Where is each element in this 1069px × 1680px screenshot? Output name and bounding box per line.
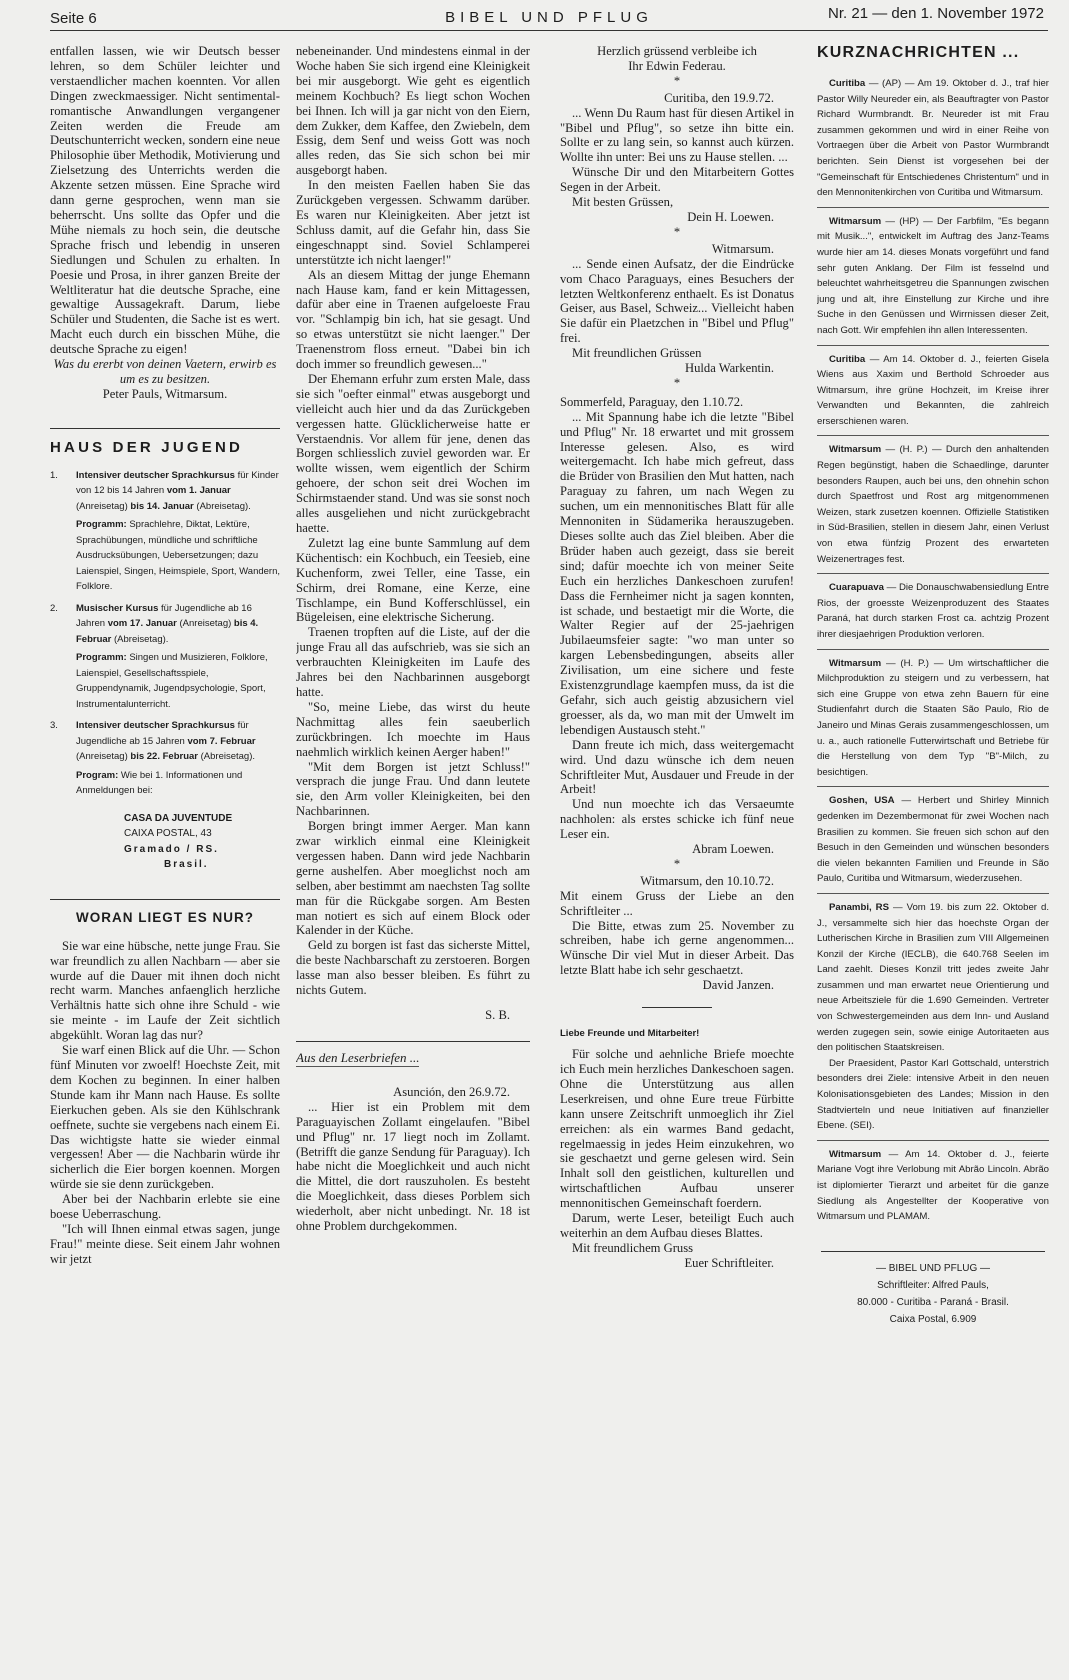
divider xyxy=(296,1041,530,1042)
divider xyxy=(50,899,280,900)
paragraph: "So, meine Liebe, das wirst du heute Nachmittag alles fein saeuberlich zurückbringen. Ich moechte im Haus naehmlich wirklich keinen Aerger haben!" xyxy=(296,699,530,759)
news-item: Witmarsum — (HP) — Der Farbfilm, "Es begann mit Musik...", entwickelt im Auftrag des Janz-Teams wurde hier am 14. dieses Monats vorgeführt und fand sehr guten Anklang. Der Film ist fesselnd und beleuchtet wahrheitsgetreu die Spannungen zwischen jung und alt, ihre Einstellung zur Kirche und ihre Suche in den Genüssen und Wirrnissen dieser Zeit, nach Gott. Wir empfehlen ihn allen Interessenten. xyxy=(817,215,1049,336)
separator-star: * xyxy=(673,224,681,239)
quote: Was du ererbt von deinen Vaetern, erwirb es um es zu besitzen. xyxy=(53,357,277,386)
divider xyxy=(817,573,1049,574)
contact-address: CASA DA JUVENTUDE CAIXA POSTAL, 43 Gramado / RS. Brasil. xyxy=(124,812,233,871)
news-item: Curitiba — Am 14. Oktober d. J., feierten Gisela Wiens aus Xaxim und Berthold Schroeder aus Witmarsum, ihre grüne Hochzeit, im Kreise ihrer Verwandten und Bekannten, die zahlreich erserschienen waren. xyxy=(817,353,1049,427)
letter-closing: Mit freundlichem Gruss xyxy=(572,1240,694,1255)
news-item: Witmarsum — (H. P.) — Um wirtschaftlicher die Milchproduktion zu steigern und zu verbessern, hat sich eine Gruppe von etwa zehn Bauern für eine Studienfahrt durch die Staaten São Paulo, Rio de Janeiro und Minas Gerais zusammengeschlossen, um u. a., auch rationelle Futterwirtschaft und Betriebe für die Herstellung von dem Typ "B"-Milch, zu besichtigen. xyxy=(817,657,1049,778)
kurznachrichten-title: KURZNACHRICHTEN ... xyxy=(817,44,1020,61)
column-1 xyxy=(50,44,280,1674)
paragraph: In den meisten Faellen haben Sie das Zurückgeben vergessen. Schwamm darüber. Es waren nur Kleinigkeiten. Aber jetzt ist Schluss damit, auf die Gefahr hin, dass Sie eingeschnappt sind. Soviel Schlamperei unterstützte ich nicht laenger!" xyxy=(296,178,530,267)
paragraph: Aber bei der Nachbarin erlebte sie eine boese Ueberraschung. xyxy=(50,1192,280,1222)
paragraph: nebeneinander. Und mindestens einmal in der Woche haben Sie sich irgend eine Kleinigkeit bei mir ausgeborgt. Wie geht es eigentlich meinem Kochbuch? Es liegt schon Wochen bei Ihnen. Ich will ja gar nicht von den Eiern, dem Zukker, dem Kaffee, den Zwiebeln, dem Essig, dem Senf und weiss Gott was noch alles reden, das Sie sich schon bei mir ausgeborgt haben. xyxy=(296,44,530,178)
paragraph: Der Ehemann erfuhr zum ersten Male, dass sie sich "oefter einmal" etwas ausgeborgt und vielleicht auch hier und da das Zurückgeben vergessen hatte. Glücklicherweise hatte er Verstaendnis. Vor allem für jene, denen das Borgen schliesslich zuviel geworden war. Er wollte wissen, wem eigentlich der Schirm gehoere, der schon seit drei Wochen im Schirmstaender stand. Und was sie sonst noch alles ausgeliehen und nicht zurückgebracht haette. xyxy=(296,371,530,535)
page-header xyxy=(50,4,1048,31)
article-continuation: entfallen lassen, wie wir Deutsch besser lehren, so dem Schüler leichter und verstaendlicher machen koennten. Vor allen Dingen zweckmaessiger. Nicht sentimental-romantische Anwandlungen vergangener Zeiten werden die Freude am Deutschunterricht wecken, sondern eine neue Philosophie über Methodik, Motivierung und Zielsetzung des Unterrichts werden die Akzente setzen müssen. Eine Sprache wird dann gerne gesprochen, wenn man sie beherrscht. Uns sollte das Opfer und die Mühe niemals zu hoch sein, die deutsche Sprache frisch und lebendig in unseren Siedlungen und Schulen zu erhalten. In Poesie und Prosa, in ihrer ganzen Breite der Weltliteratur hat die deutsche Sprache, eine gewaltige Aussagekraft. Darum, liebe Schüler und Studenten, die Sache ist es wert. Macht euch durch ein bisschen Mühe, die deutsche Sprache zu eigen! xyxy=(50,44,280,357)
letter-place-date: Witmarsum, den 10.10.72. xyxy=(640,873,774,888)
article-signature: Peter Pauls, Witmarsum. xyxy=(102,386,228,401)
paragraph: Sie warf einen Blick auf die Uhr. — Schon fünf Minuten vor zwoelf! Hoechste Zeit, mit dem Kochen zu beginnen. In einer halben Stunde kam ihr Mann nach Hause. Es sollte Eierkuchen geben. Als sie den Kühlschrank oeffnete, suchte sie vergebens nach einem Ei. Das wichtigste hatte sie wieder einmal vergessen! Aber — die Nachbarin würde ihr sicherlich die Eier borgen koennen. Morgen würde sie sie denn zurückgeben. xyxy=(50,1043,280,1192)
letter-name: Ihr Edwin Federau. xyxy=(628,58,726,73)
divider xyxy=(817,786,1049,787)
letter-name: Dein H. Loewen. xyxy=(687,209,774,224)
divider xyxy=(821,1251,1045,1252)
article-signature: S. B. xyxy=(485,1008,510,1022)
course-list xyxy=(50,468,280,799)
separator-star: * xyxy=(673,856,681,871)
paragraph: Traenen tropften auf die Liste, auf der die junge Frau all das aufschrieb, was sie sich an verbrauchten Kleinigkeiten im Laufe des Jahres bei den Nachbarinnen ausgeborgt hatte. xyxy=(296,625,530,699)
letter-name: Hulda Warkentin. xyxy=(685,361,774,376)
paragraph: Als an diesem Mittag der junge Ehemann nach Hause kam, fand er kein Mittagessen, dafür aber eine in Traenen aufgeloeste Frau vor. "Schlampig bin ich, hat sie gesagt. Und so etwas unterstützt sie nicht laenger." Der Traenenstrom floss erneut. "Dabei bin ich doch immer so freundlich gewesen..." xyxy=(296,267,530,372)
paragraph: "Ich will Ihnen einmal etwas sagen, junge Frau!" meinte diese. Seit einem Jahr wohnen wir jetzt xyxy=(50,1221,280,1266)
course-item: 2. Musischer Kursus für Jugendliche ab 16 Jahren vom 17. Januar (Anreisetag) bis 4. Februar (Abreisetag). Programm: Singen und Musizieren, Folklore, Laienspiel, Gesellschaftsspiele, Gruppendynamik, Jugendpsychologie, Sport, Instrumentalunterricht. xyxy=(50,602,268,710)
woran-liegt-es-nur-title: WORAN LIEGT ES NUR? xyxy=(76,909,254,925)
letter-place-date: Asunción, den 26.9.72. xyxy=(393,1084,510,1099)
letter-text: ... Hier ist ein Problem mit dem Paraguayischen Zollamt eingelaufen. "Bibel und Pflug" nr. 17 liegt noch im Zollamt. (Betrifft die ganze Sendung für Paraguay). Ich habe nicht die Moeglichkeit und auch nicht die Mittel, die dort rauszuholen. Es besteht die Moeglichkeit, dass dieses Porblem sich wiederholt, aber nicht unbedingt. Nr. 18 ist ohne Problem durchgekommen. xyxy=(296,1099,530,1234)
letter-place-date: Curitiba, den 19.9.72. xyxy=(664,90,774,105)
haus-der-jugend-title: HAUS DER JUGEND xyxy=(50,438,244,456)
paragraph: Geld zu borgen ist fast das sicherste Mittel, die beste Nachbarschaft zu zerstoeren. Borgen lasse man also besser bleiben. Es führt zu nichts Gutem. xyxy=(296,938,530,998)
news-item: Witmarsum — Am 14. Oktober d. J., feierte Mariane Vogt ihre Verlobung mit Abrão Lincoln. Abrão ist diplomierter Tierarzt und arbeitet für die ganze Siedlung als Angestellter der Kooperative von Witmarsum und PLAMAM. xyxy=(817,1148,1049,1223)
leserbriefen-title: Aus den Leserbriefen ... xyxy=(296,1049,420,1065)
letter-name: Abram Loewen. xyxy=(692,842,774,857)
letter-text: Dann freute ich mich, dass weitergemacht wird. Und dazu wünsche ich dem neuen Schriftleiter Mut, Ausdauer und Freude in der Arbeit! xyxy=(560,737,794,797)
letter-closing: Mit freundlichen Grüssen xyxy=(572,346,702,361)
news-item: Curitiba — (AP) — Am 19. Oktober d. J., traf hier Pastor Willy Neureder ein, als Beauftragter von Pastor Richard Wurmbrandt. Br. Neureder ist mit Frau zusammen gekommen und wird in einer Reihe von Vortraegen über die Arbeit von Pastor Wurmbrandt berichten. Sein Dienst ist vorgesehen bei der "Gemeinschaft für Entschiedenes Christentum" und in den Mennonitenkirchen von Curitiba und Witmarsum. xyxy=(817,78,1049,199)
masthead-footer: — BIBEL UND PFLUG — Schriftleiter: Alfred Pauls, 80.000 - Curitiba - Paraná - Brasil. Caixa Postal, 6.909 xyxy=(817,1251,1049,1328)
letter-name: Euer Schriftleiter. xyxy=(684,1255,774,1270)
news-item: Cuarapuava — Die Donauschwabensiedlung Entre Rios, der groesste Weizenproduzent des Staates Paraná, hat durch starken Frost ca. achtzig Prozent ihrer diesjaehrigen Produktion verloren. xyxy=(817,582,1049,640)
newspaper-title: BIBEL UND PFLUG xyxy=(445,9,653,26)
letter-text: ... Wenn Du Raum hast für diesen Artikel in "Bibel und Pflug", so setze ihn bitte ein. Sollte er zu lang sein, so kannst auch kürzen. Wollte ihn unter: Bei uns zu Hause stellen. ... xyxy=(560,105,794,165)
news-item: Panambi, RS — Vom 19. bis zum 22. Oktober d. J., versammelte sich hier das hoechste Organ der Lutherischen Kirche in Brasilien zum VIII Allgemeinen Konzil der Kirche (IECLB), die 640.768 Seelen im Land zaehlt. Dieses Konzil tritt jedes zweite Jahr zusammen und man erwartet neue Orientierung und neue Arbeitsziele für die 1.690 Gemeinden. Vertreter von Schwestergemeinden aus dem Inn- und Ausland werden zugegen sein, sowie einige Autoritaeten aus den politischen Staatskreisen. xyxy=(817,901,1049,1054)
letter-text: ... Mit Spannung habe ich die letzte "Bibel und Pflug" Nr. 18 erwartet und mit grossem Interesse gelesen. Also, es wird weitergemacht. Ich habe mich gefreut, dass die Brüder von Brasilien den Mut hatten, nach Paraguay zu fahren, um nach Wegen zu suchen, um ein mennonitisches Blatt für alle Mennoniten in Südamerika herauszugeben. Dieses sollte auch das Ziel bleiben. Aber die Brüder haben auch gezeigt, dass sie bereit sind; dafür moechte ich von meiner Seite Euch ein herzliches Dankeschoen zurufen! Dass die Fernheimer nicht ja sagen konnten, ist schade, und bestaetigt mir die Worte, die Walter Regier auf der 25-jaehrigen Jubilaeumsfeier sagte: "wo man unter so kargen Lebensbedingungen, abseits aller Zivilisation, um eine sichere und feste Existenzgrundlage kaempfen muss, da ist die Gefahr, sich auch geistig abzusichern viel groesser, als da, wo man mit der Umwelt im lebendigen Austausch steht." xyxy=(560,409,794,737)
column-4 xyxy=(817,44,1049,1674)
paragraph: Für solche und aehnliche Briefe moechte ich Euch mein herzliches Dankeschoen sagen. Ohne die Unterstützung aus allen Leserkreisen, und ohne Eure treue Fürbitte kann unsere Zeitschrift unmoeglich ihr Ziel erreichen: als ein warmes Band gedacht, regelmaessig in jedes Heim einzukehren, wo sie geschaetzt und gerne gelesen wird. Sein Inhalt soll den geistlichen, kulturellen und wirtschaftlichen Aufbau unserer mennonitischen Gemeinschaft foerdern. xyxy=(560,1047,794,1211)
liebe-freunde-title: Liebe Freunde und Mitarbeiter! xyxy=(560,1028,700,1040)
letter-text: Und nun moechte ich das Versaeumte nachholen: als erstes schicke ich fünf neue Leser ein. xyxy=(560,797,794,842)
separator-star: * xyxy=(673,73,681,88)
course-item: 1. Intensiver deutscher Sprachkursus für Kinder von 12 bis 14 Jahren vom 1. Januar (Anreisetag) bis 14. Januar (Abreisetag). Programm: Sprachlehre, Diktat, Lektüre, Sprachübungen, mündliche und schriftliche Ausdrucksübungen, Uebersetzungen; dazu Laienspiel, Singen, Heimspiele, Sport, Wandern, Folklore. xyxy=(50,469,280,593)
letter-name: David Janzen. xyxy=(702,978,774,993)
letter-text: Wünsche Dir und den Mitarbeitern Gottes Segen in der Arbeit. xyxy=(560,165,794,195)
news-item: Witmarsum — (H. P.) — Durch den anhaltenden Regen begünstigt, haben die Schaedlinge, darunter besonders Raupen, auch bei uns, den ohnehin schon durch Spaetfrost und Rost arg mitgenommenen Weizen, stark zusetzen koennen. Offizielle Statistiken in Süd-Brasilien, stellen in diesem Jahr, einen Verlust von etwa fünfzig Prozent des erwarteten Weizenertrages fest. xyxy=(817,444,1049,565)
paragraph: "Mit dem Borgen ist jetzt Schluss!" versprach die junge Frau. Und dann leutete sie, den Arm voller Kleinigkeiten, bei den Nachbarinnen. xyxy=(296,759,530,819)
divider xyxy=(817,435,1049,436)
letter-closing: Herzlich grüssend verbleibe ich xyxy=(597,44,757,58)
letter-text: Die Bitte, etwas zum 25. November zu schreiben, habe ich gerne angenommen... Wünsche Dir viel Mut in dieser Arbeit. Das letzte Blatt habe ich sehr geschaetzt. xyxy=(560,918,794,978)
news-item-continuation: Der Praesident, Pastor Karl Gottschald, unterstrich besonders drei Ziele: intensive Arbeit in den neuen Kolonisationsgebieten des Landes; Mission in den Stadtvierteln und neue Initiativen auf finanzieller Ebene. (SEI). xyxy=(817,1057,1049,1132)
letter-text: ... Sende einen Aufsatz, der die Eindrücke vom Chaco Paraguays, eines Besuchers der letzten Weltkonferenz enthaelt. Es ist Donatus Geiser, aus Basel, Schweiz... Vielleicht haben Sie dafür ein Plaetzchen in "Bibel und Pflug" frei. xyxy=(560,256,794,346)
column-2 xyxy=(296,44,530,1674)
paragraph: Borgen bringt immer Aerger. Man kann zwar wirklich einmal eine Kleinigkeit vergessen haben. Dann wird jede Nachbarin gerne aushelfen. Aber moeglichst noch am selben, aber bestimmt am naechsten Tag sollte man für die Rückgabe sorgen. Am Besten man notiert es sich auf einem Block oder Kalender in der Küche. xyxy=(296,819,530,938)
divider xyxy=(817,893,1049,894)
course-item: 3. Intensiver deutscher Sprachkursus für Jugendliche ab 15 Jahren vom 7. Februar (Anreisetag) bis 22. Februar (Abreisetag). Program: Wie bei 1. Informationen und Anmeldungen bei: xyxy=(50,720,256,797)
letter-closing: Mit besten Grüssen, xyxy=(572,195,674,210)
paragraph: Sie war eine hübsche, nette junge Frau. Sie war freundlich zu allen Nachbarn — aber sie wurde auf die Dauer mit ihnen doch nicht recht warm. Manches anfaenglich herzliche Verhältnis hatte sich ohne ihre Schuld - wie sie meinte - im Laufe der Zeit sichtlich abgekühlt. Woran lag das nur? xyxy=(50,938,280,1043)
divider xyxy=(817,207,1049,208)
column-3 xyxy=(560,44,794,1674)
divider xyxy=(817,649,1049,650)
divider xyxy=(817,1140,1049,1141)
letter-place-date: Sommerfeld, Paraguay, den 1.10.72. xyxy=(560,394,744,409)
letter-text: Mit einem Gruss der Liebe an den Schriftleiter ... xyxy=(560,888,794,918)
issue-date: Nr. 21 — den 1. November 1972 xyxy=(828,5,1044,22)
divider xyxy=(817,345,1049,346)
paragraph: Zuletzt lag eine bunte Sammlung auf dem Küchentisch: ein Kochbuch, ein Teesieb, eine Kuchenform, zwei Teller, eine Tasse, ein Schirm, drei Romane, eine Kerze, eine Tischlampe, ein Bund Kofferschlüssel, ein Bügeleisen, eine elektrische Sicherung. xyxy=(296,535,530,625)
page-number: Seite 6 xyxy=(50,10,97,27)
divider xyxy=(50,428,280,429)
news-item: Goshen, USA — Herbert und Shirley Minnich gedenken im Dezembermonat für zwei Wochen nach Brasilien zu kommen. Sie freuen sich schon auf den Besuch in den Gemeinden und wünschen besonders die vielen bekannten Familien und Freunde in São Paulo, Curitiba und Witmarsum, wiederzusehen. xyxy=(817,795,1049,885)
letter-place-date: Witmarsum. xyxy=(711,241,774,256)
paragraph: Darum, werte Leser, beteiligt Euch auch weiterhin an dem Aufbau dieses Blattes. xyxy=(560,1211,794,1240)
separator-star: * xyxy=(673,375,681,390)
divider xyxy=(642,1007,712,1008)
